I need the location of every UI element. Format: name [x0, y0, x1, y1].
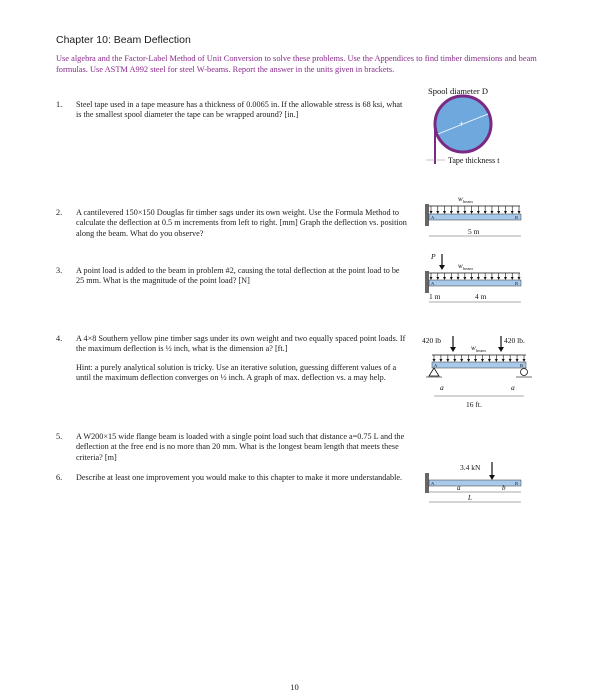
left-load-label: 420 lb [422, 336, 441, 345]
load-arrowhead [477, 277, 480, 280]
load-arrowhead [511, 211, 514, 214]
dim-a-left-label: a [440, 383, 444, 392]
problem-1 [56, 100, 408, 121]
load-arrowhead [523, 359, 526, 362]
span-label: 16 ft. [466, 400, 482, 409]
end-a-label: A [434, 363, 438, 368]
load-arrowhead [488, 359, 491, 362]
end-b-label: B [515, 215, 519, 220]
fixed-support [425, 204, 429, 226]
spool-figure [418, 82, 548, 172]
dim-left-label: 1 m [429, 292, 441, 301]
problem-number: 4. [56, 334, 63, 343]
load-label: w [458, 262, 463, 270]
tape-thickness-label: Tape thickness t [448, 156, 500, 165]
problem-text: Steel tape used in a tape measure has a thickness of 0.0065 in. If the allowable stress is 68 ksi, what is the smallest spool diameter the tape can be wrapped around? [in.] [76, 100, 403, 120]
end-b-label: B [515, 481, 519, 486]
dim-l-label: L [468, 494, 472, 502]
load-arrowhead [518, 277, 521, 280]
load-arrowhead [443, 211, 446, 214]
load-arrowhead [484, 277, 487, 280]
problem-number: 6. [56, 473, 63, 482]
problem-number: 2. [56, 208, 63, 217]
dim-a-label: a [457, 484, 461, 492]
problem-6 [56, 473, 408, 483]
load-arrowhead [490, 211, 493, 214]
dim-a-right-label: a [511, 383, 515, 392]
load-arrowhead [453, 359, 456, 362]
problem-3 [56, 266, 408, 287]
load-arrowhead [490, 277, 493, 280]
load-arrowhead [430, 277, 433, 280]
page-number: 10 [290, 682, 299, 692]
load-arrowhead [474, 359, 477, 362]
dim-span-label: 4 m [475, 292, 487, 301]
figure-wbeam-cantilever [420, 458, 530, 508]
load-arrowhead [495, 359, 498, 362]
load-arrowhead [502, 359, 505, 362]
spool-diameter-label: Spool diameter D [428, 86, 488, 96]
load-subscript: beam [463, 266, 473, 271]
point-load-arrowhead [489, 475, 495, 480]
right-load-label: 420 lb. [504, 336, 525, 345]
load-arrowhead [457, 277, 460, 280]
load-arrowhead [430, 211, 433, 214]
fixed-support [425, 271, 429, 293]
dim-b-label: b [502, 484, 506, 492]
problem-text: A W200×15 wide flange beam is loaded with a single point load such that distance a=0.75 L and the deflection at the free end is no more than 20 mm. What is the longest beam length that meets these criteria? [m] [76, 432, 405, 462]
left-load-arrowhead [450, 347, 456, 352]
load-arrowhead [463, 211, 466, 214]
fixed-support [425, 473, 429, 493]
load-arrowhead [460, 359, 463, 362]
load-label: w [471, 344, 476, 352]
chapter-title: Chapter 10: Beam Deflection [56, 34, 191, 46]
problem-text: A point load is added to the beam in problem #2, causing the total deflection at the point load to be 25 mm. What is the magnitude of the point load? [N] [76, 266, 400, 286]
problem-text: A cantilevered 150×150 Douglas fir timber sags under its own weight. Use the Formula Method to calculate the deflection at 0.5 m increments from left to right. [mm] Graph the deflection vs. position along the beam. What do you observe? [76, 208, 407, 238]
load-arrowhead [463, 277, 466, 280]
load-arrowhead [439, 359, 442, 362]
load-arrowhead [518, 211, 521, 214]
distributed-load-arrows [430, 273, 521, 280]
load-arrowhead [467, 359, 470, 362]
figure-cantilever-point-load [420, 250, 530, 310]
load-arrowhead [450, 277, 453, 280]
load-arrowhead [433, 359, 436, 362]
end-a-label: A [431, 481, 435, 486]
instructions-paragraph: Use algebra and the Factor-Label Method of Unit Conversion to solve these problems. Use the Appendices to find timber dimensions and beam formulas. Use ASTM A992 steel for steel W-beams. Report the answer in the units given in brackets. [56, 54, 537, 74]
load-arrowhead [481, 359, 484, 362]
span-label: 5 m [468, 227, 480, 236]
end-b-label: B [515, 281, 519, 286]
problem-number: 5. [56, 432, 63, 441]
problem-text: A 4×8 Southern yellow pine timber sags under its own weight and two equally spaced point loads. If the maximum deflection is ½ inch, what is the dimension a? [ft.] [76, 334, 406, 354]
load-arrowhead [450, 211, 453, 214]
problem-number: 1. [56, 100, 63, 109]
load-arrowhead [470, 211, 473, 214]
load-arrowhead [436, 211, 439, 214]
distributed-load-arrows [430, 206, 521, 214]
load-subscript: beam [476, 348, 486, 353]
load-arrowhead [436, 277, 439, 280]
load-arrowhead [497, 211, 500, 214]
problem-hint: Hint: a purely analytical solution is tricky. Use an iterative solution, guessing different values of a until the maximum deflection converges on ½ inch. A graph of max. deflection vs. a may help. [76, 362, 397, 383]
load-arrowhead [504, 211, 507, 214]
load-arrowhead [497, 277, 500, 280]
load-arrowhead [504, 277, 507, 280]
center-mark: + [459, 119, 465, 129]
end-a-label: A [431, 281, 435, 286]
beam [429, 480, 521, 486]
load-arrowhead [470, 277, 473, 280]
load-arrowhead [446, 359, 449, 362]
load-label: w [458, 195, 463, 203]
end-b-label: B [520, 363, 524, 368]
problem-4 [56, 334, 408, 384]
load-subscript: beam [463, 199, 473, 204]
point-load-label: 3.4 kN [460, 463, 481, 472]
pin-support [429, 368, 439, 376]
load-arrowhead [511, 277, 514, 280]
roller-support [521, 369, 528, 376]
beam [432, 362, 526, 368]
beam [429, 214, 521, 220]
load-arrowhead [457, 211, 460, 214]
point-load-arrowhead [439, 265, 445, 270]
figure-cantilever-distributed [420, 192, 530, 244]
right-load-arrowhead [498, 347, 504, 352]
problem-text: Describe at least one improvement you would make to this chapter to make it more understandable. [76, 473, 403, 482]
problem-2 [56, 208, 408, 239]
distributed-load-arrows [433, 355, 526, 362]
end-a-label: A [431, 215, 435, 220]
figure-simply-supported [420, 332, 540, 412]
load-arrowhead [477, 211, 480, 214]
problem-5 [56, 432, 408, 463]
load-arrowhead [509, 359, 512, 362]
load-arrowhead [484, 211, 487, 214]
load-arrowhead [516, 359, 519, 362]
point-load-label: P [431, 252, 436, 261]
beam [429, 280, 521, 286]
problem-number: 3. [56, 266, 63, 275]
load-arrowhead [443, 277, 446, 280]
